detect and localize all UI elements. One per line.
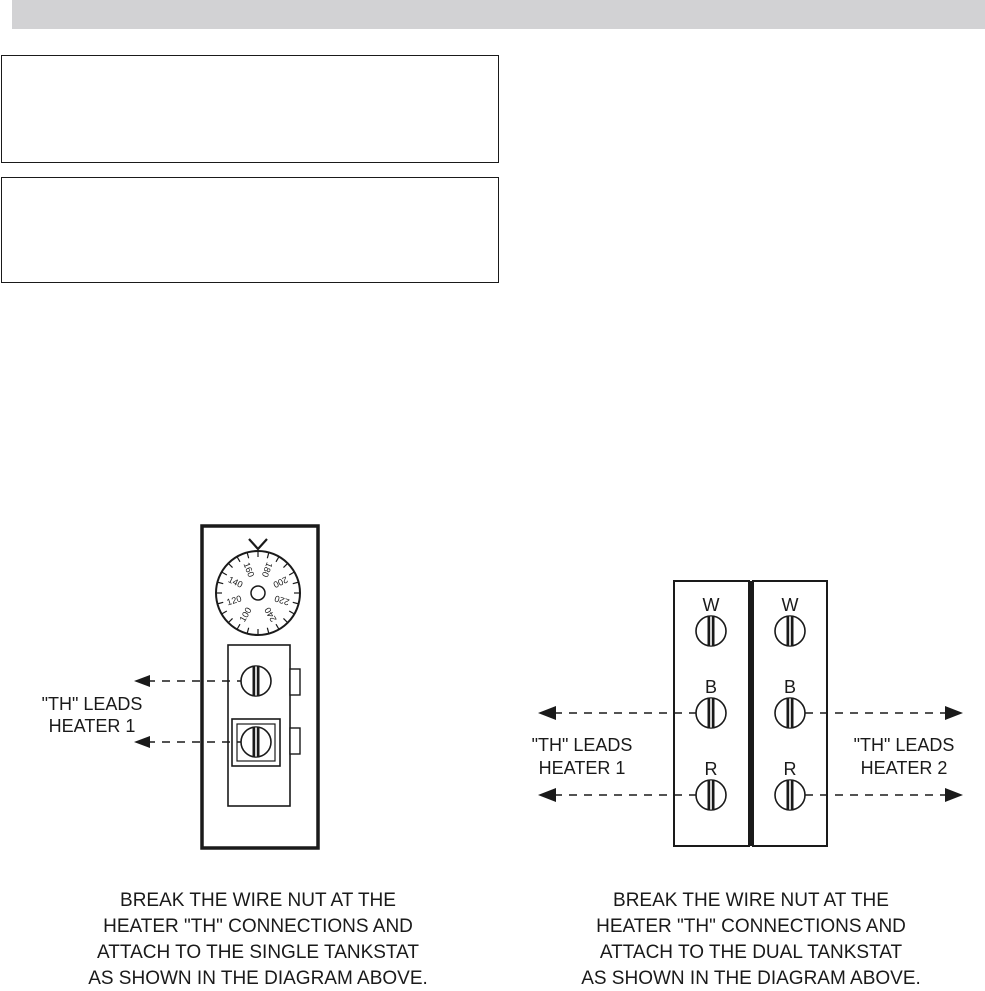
dual-caption-line3: ATTACH TO THE DUAL TANKSTAT <box>599 942 903 963</box>
dial-mark-100: 100 <box>237 605 254 624</box>
screw-b-left-icon <box>696 698 726 728</box>
arrow-left-icon <box>134 675 150 687</box>
arrow-left-icon <box>538 788 556 802</box>
arrow-left-icon <box>134 736 150 748</box>
terminal-label-w-left: W <box>702 595 720 615</box>
terminal-label-b-right: B <box>783 677 797 697</box>
single-lead-label-line1: "TH" LEADS <box>41 694 143 714</box>
arrow-left-icon <box>538 706 556 720</box>
dial-mark-220: 220 <box>273 593 291 608</box>
screw-w-right-icon <box>775 616 805 646</box>
arrow-right-icon <box>945 788 963 802</box>
dual-right-lead-label-line2: HEATER 2 <box>860 758 948 778</box>
dual-tankstat-caption <box>581 890 921 989</box>
screw-r-left-icon <box>696 780 726 810</box>
single-caption-line3: ATTACH TO THE SINGLE TANKSTAT <box>97 942 419 963</box>
dual-caption-line2: HEATER "TH" CONNECTIONS AND <box>596 916 906 937</box>
dual-left-lead-label-line2: HEATER 1 <box>538 758 626 778</box>
dial-mark-120: 120 <box>225 593 243 608</box>
dial-mark-160: 160 <box>241 560 257 579</box>
terminal-label-r-left: R <box>704 759 718 779</box>
screw-r-right-icon <box>775 780 805 810</box>
screw-terminal-top-icon <box>241 666 271 696</box>
dial-mark-180: 180 <box>259 560 275 579</box>
dual-left-lead-label-line1: "TH" LEADS <box>531 735 633 755</box>
single-caption-line1: BREAK THE WIRE NUT AT THE <box>120 890 396 911</box>
dial-mark-200: 200 <box>271 574 290 590</box>
terminal-tab-top <box>290 669 300 695</box>
dial-center-hub <box>251 586 265 600</box>
dual-right-lead-label-line1: "TH" LEADS <box>853 735 955 755</box>
dual-caption-line1: BREAK THE WIRE NUT AT THE <box>613 890 889 911</box>
terminal-label-r-right: R <box>783 759 797 779</box>
arrow-right-icon <box>945 706 963 720</box>
terminal-label-w-right: W <box>781 595 799 615</box>
terminal-tab-bottom <box>290 728 300 754</box>
single-lead-label-line2: HEATER 1 <box>48 716 136 736</box>
single-caption-line4: AS SHOWN IN THE DIAGRAM ABOVE. <box>88 968 428 989</box>
screw-b-right-icon <box>775 698 805 728</box>
dial-mark-140: 140 <box>226 574 245 590</box>
single-tankstat <box>42 526 318 848</box>
single-caption-line2: HEATER "TH" CONNECTIONS AND <box>103 916 413 937</box>
single-tankstat-caption <box>88 890 428 989</box>
screw-w-left-icon <box>696 616 726 646</box>
dial-mark-240: 240 <box>262 605 279 624</box>
screw-terminal-bottom-icon <box>241 727 271 757</box>
dual-tankstat <box>532 581 963 846</box>
dual-caption-line4: AS SHOWN IN THE DIAGRAM ABOVE. <box>581 968 921 989</box>
terminal-label-b-left: B <box>704 677 718 697</box>
temperature-dial <box>216 551 300 635</box>
